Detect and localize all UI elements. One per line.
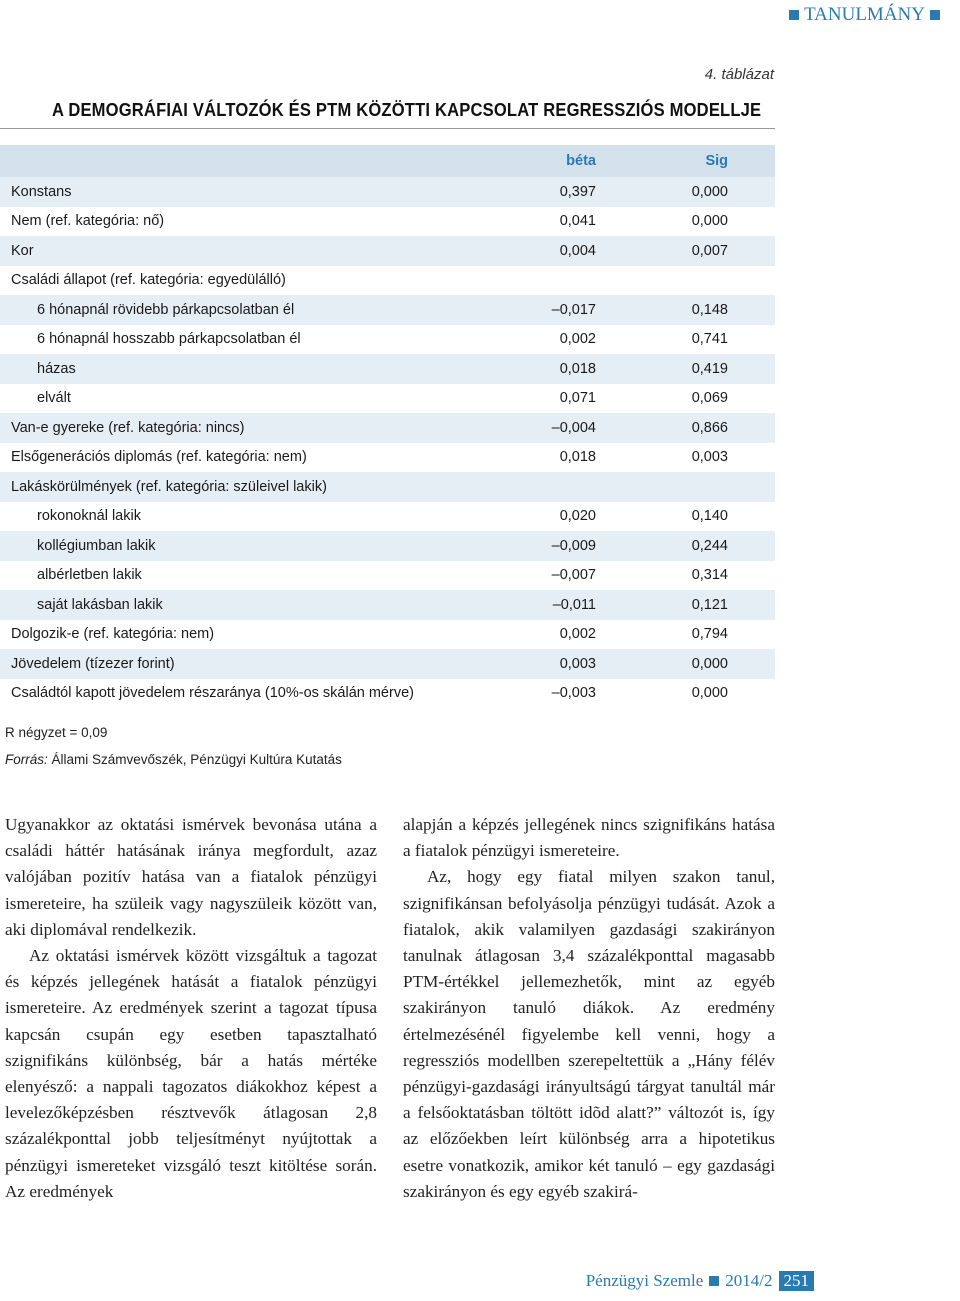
row-label: 6 hónapnál hosszabb párkapcsolatban él <box>37 331 301 348</box>
sig-value: 0,148 <box>691 301 728 318</box>
page-number: 251 <box>779 1271 815 1291</box>
row-label: Jövedelem (tízezer forint) <box>11 655 175 672</box>
row-label: Családi állapot (ref. kategória: egyedülálló) <box>11 272 286 289</box>
r-squared-note: R négyzet = 0,09 <box>5 725 108 740</box>
beta-value: –0,003 <box>551 685 596 702</box>
page-footer <box>586 1271 814 1291</box>
sig-value: 0,000 <box>691 183 728 200</box>
paragraph: Ugyanakkor az oktatási ismérvek bevonása utána a családi háttér hatásának iránya megfordult, azaz valójában pozitív hatása van a fiatalok pénzügyi ismereteire, ha szüleik vagy nagyszüleik között van, aki diplomával rendelkezik. <box>5 815 377 939</box>
row-label: 6 hónapnál rövidebb párkapcsolatban él <box>37 301 295 318</box>
sig-value: 0,244 <box>691 537 728 554</box>
row-label: Lakáskörülmények (ref. kategória: szüleivel lakik) <box>11 478 327 495</box>
sig-value: 0,000 <box>691 213 728 230</box>
beta-value: 0,018 <box>559 360 596 377</box>
row-label: saját lakásban lakik <box>37 596 163 613</box>
sig-value: 0,741 <box>691 331 728 348</box>
table-row <box>0 295 775 325</box>
table-row <box>0 413 775 443</box>
row-label: Van-e gyereke (ref. kategória: nincs) <box>11 419 245 436</box>
table-row <box>0 649 775 679</box>
table-row <box>0 384 775 414</box>
table-row <box>0 472 775 502</box>
table-row <box>0 590 775 620</box>
paragraph: Az, hogy egy fiatal milyen szakon tanul, szignifikánsan befolyásolja pénzügyi tudását. Azok a fiatalok, akik valamilyen gazdasági szakirányon tanulnak átlagosan 3,4 százalékponttal magasabb PTM-értékkel jellemezhetők, mint az egyéb szakirányon tanuló diákok. Az eredmény értelmezésénél figyelembe kell venni, hogy a regressziós modellben szerepeltettük a „Hány félév pénzügyi-gazdasági irányultságú tárgyat tanultál már a felsőoktatásban töltött idõd alatt?” változót is, így az előzőekben leírt különbség arra a hipotetikus esetre vonatkozik, amikor két tanuló – egy gazdasági szakirányon és egy egyéb szakirá- <box>403 867 775 1201</box>
square-icon <box>930 10 940 20</box>
table-title: A DEMOGRÁFIAI VÁLTOZÓK ÉS PTM KÖZÖTTI KAPCSOLAT REGRESSZIÓS MODELLJE <box>52 100 762 120</box>
paragraph: Az oktatási ismérvek között vizsgáltuk a tagozat és képzés jellegének hatását a fiatalok pénzügyi ismereteire. Az eredmények szerint a tagozat típusa kapcsán csupán egy esetben tapasztalható szignifikáns különbség, bár a hatás mértéke elenyésző: a nappali tagozatos diákokhoz képest a levelezőképzésben résztvevők átlagosan 2,8 százalékponttal jobb teljesítményt nyújtottak a pénzügyi ismereteket vizsgáló teszt kitöltése során. Az eredmények <box>5 946 377 1201</box>
row-label: albérletben lakik <box>37 567 142 584</box>
beta-value: 0,004 <box>559 242 596 259</box>
body-column-left <box>5 812 377 1205</box>
source-text: Állami Számvevőszék, Pénzügyi Kultúra Kutatás <box>47 752 342 767</box>
beta-value: 0,041 <box>559 213 596 230</box>
table-row <box>0 207 775 237</box>
table-number: 4. táblázat <box>704 66 774 83</box>
section-header <box>789 4 940 26</box>
sig-value: 0,314 <box>691 567 728 584</box>
column-header-beta: béta <box>566 153 596 169</box>
row-label: rokonoknál lakik <box>37 508 141 525</box>
beta-value: 0,002 <box>559 331 596 348</box>
sig-value: 0,007 <box>691 242 728 259</box>
beta-value: 0,002 <box>559 626 596 643</box>
row-label: Családtól kapott jövedelem részaránya (10%-os skálán mérve) <box>11 685 414 702</box>
row-label: házas <box>37 360 76 377</box>
beta-value: 0,397 <box>559 183 596 200</box>
beta-value: 0,071 <box>559 390 596 407</box>
square-icon <box>789 10 799 20</box>
issue-number: 2014/2 <box>725 1271 773 1290</box>
row-label: Dolgozik-e (ref. kategória: nem) <box>11 626 215 643</box>
table-row <box>0 502 775 532</box>
table-row <box>0 177 775 207</box>
beta-value: –0,007 <box>551 567 596 584</box>
table-row <box>0 561 775 591</box>
table-row <box>0 531 775 561</box>
table-header-row <box>0 145 775 177</box>
row-label: Konstans <box>11 183 72 200</box>
row-label: kollégiumban lakik <box>37 537 156 554</box>
table-row <box>0 266 775 296</box>
beta-value: 0,018 <box>559 449 596 466</box>
sig-value: 0,419 <box>691 360 728 377</box>
table-body <box>0 177 775 708</box>
table-row <box>0 620 775 650</box>
source-label: Forrás: <box>5 752 48 767</box>
row-label: Kor <box>11 242 34 259</box>
beta-value: 0,003 <box>559 655 596 672</box>
beta-value: –0,011 <box>552 596 596 613</box>
body-column-right <box>403 812 775 1205</box>
beta-value: –0,009 <box>551 537 596 554</box>
sig-value: 0,000 <box>691 685 728 702</box>
table-row <box>0 443 775 473</box>
sig-value: 0,794 <box>691 626 728 643</box>
row-label: Elsőgenerációs diplomás (ref. kategória: nem) <box>11 449 307 466</box>
regression-table <box>0 145 775 708</box>
sig-value: 0,003 <box>691 449 728 466</box>
table-row <box>0 354 775 384</box>
sig-value: 0,866 <box>691 419 728 436</box>
beta-value: –0,004 <box>551 419 596 436</box>
journal-name: Pénzügyi Szemle <box>585 1271 704 1290</box>
table-row <box>0 679 775 709</box>
table-row <box>0 236 775 266</box>
square-icon <box>709 1276 719 1286</box>
beta-value: 0,020 <box>559 508 596 525</box>
sig-value: 0,121 <box>691 596 728 613</box>
row-label: Nem (ref. kategória: nő) <box>11 213 165 230</box>
paragraph: alapján a képzés jellegének nincs szignifikáns hatása a fiatalok pénzügyi ismereteire. <box>403 815 775 861</box>
source-note <box>5 752 342 767</box>
sig-value: 0,000 <box>691 655 728 672</box>
column-header-sig: Sig <box>705 153 728 169</box>
table-row <box>0 325 775 355</box>
sig-value: 0,140 <box>691 508 728 525</box>
divider <box>0 128 775 129</box>
section-label: TANULMÁNY <box>804 4 925 25</box>
row-label: elvált <box>37 390 71 407</box>
beta-value: –0,017 <box>551 301 596 318</box>
sig-value: 0,069 <box>691 390 728 407</box>
